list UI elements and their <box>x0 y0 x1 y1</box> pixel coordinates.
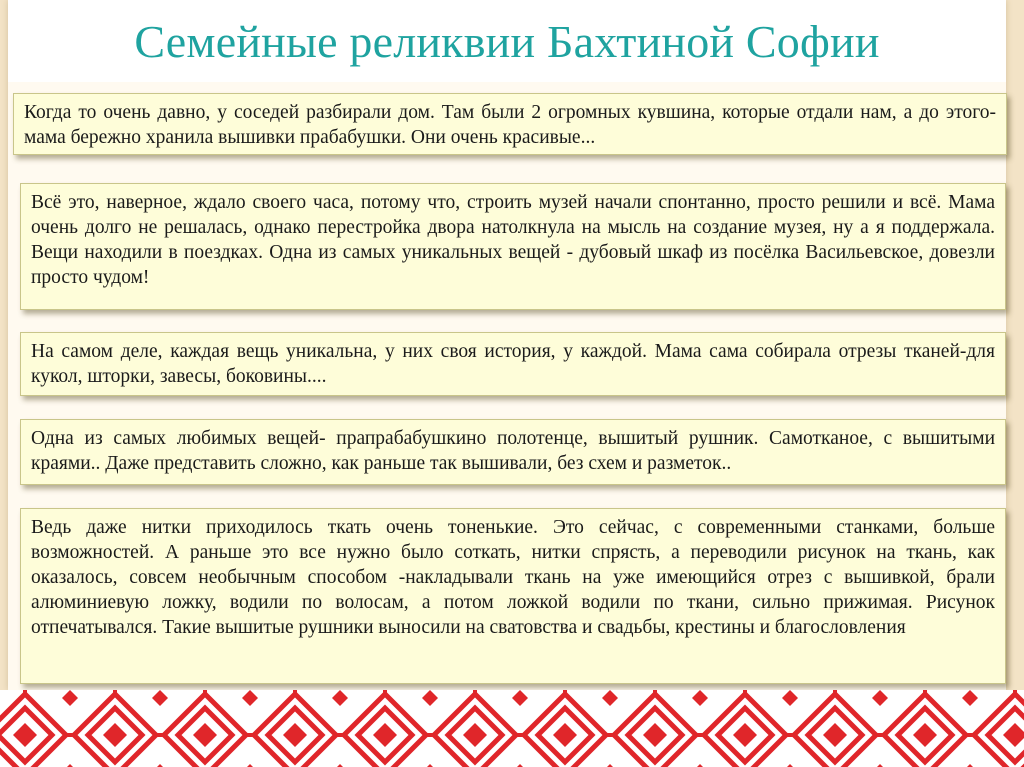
title-box <box>8 0 1006 82</box>
text-block-3 <box>20 332 1006 396</box>
text-block-2-paragraph: Всё это, наверное, ждало своего часа, потому что, строить музей начали спонтанно, просто решили и всё. Мама очень долго не решалась, однако перестройка двора натолкнула на мысль на создание музея, ну а я поддержала. Вещи находили в поездках. Одна из самых уникальных вещей - дубовый шкаф из посёлка Васильевское, довезли просто чудом! <box>31 192 995 288</box>
text-block-2 <box>20 183 1006 310</box>
embroidery-ornament-band <box>0 690 1024 767</box>
text-block-4-paragraph: Одна из самых любимых вещей- прапрабабушкино полотенце, вышитый рушник. Самотканое, с вышитыми краями.. Даже представить сложно, как раньше так вышивали, без схем и разметок.. <box>31 428 995 474</box>
text-block-1-paragraph: Когда то очень давно, у соседей разбирали дом. Там были 2 огромных кувшина, которые отдали нам, а до этого-мама бережно хранила вышивки прабабушки. Они очень красивые... <box>24 102 996 148</box>
text-block-3-paragraph: На самом деле, каждая вещь уникальна, у них своя история, у каждой. Мама сама собирала отрезы тканей-для кукол, шторки, завесы, боковины.... <box>31 341 995 387</box>
text-block-1 <box>13 93 1007 155</box>
text-block-5-paragraph: Ведь даже нитки приходилось ткать очень тоненькие. Это сейчас, с современными станками, больше возможностей. А раньше это все нужно было соткать, нитки спрясть, а переводили рисунок на ткань, как оказалось, совсем необычным способом -накладывали ткань на уже имеющийся отрез с вышивкой, брали алюминиевую ложку, водили по волосам, а потом ложкой водили по ткани, сильно прижимая. Рисунок отпечатывался. Такие вышитые рушники выносили на сватовства и свадьбы, крестины и благословления <box>31 517 995 638</box>
embroidery-pattern-icon <box>0 690 1024 767</box>
text-block-5 <box>20 508 1006 684</box>
slide-title: Семейные реликвии Бахтиной Софии <box>134 15 880 67</box>
text-block-4 <box>20 419 1006 485</box>
